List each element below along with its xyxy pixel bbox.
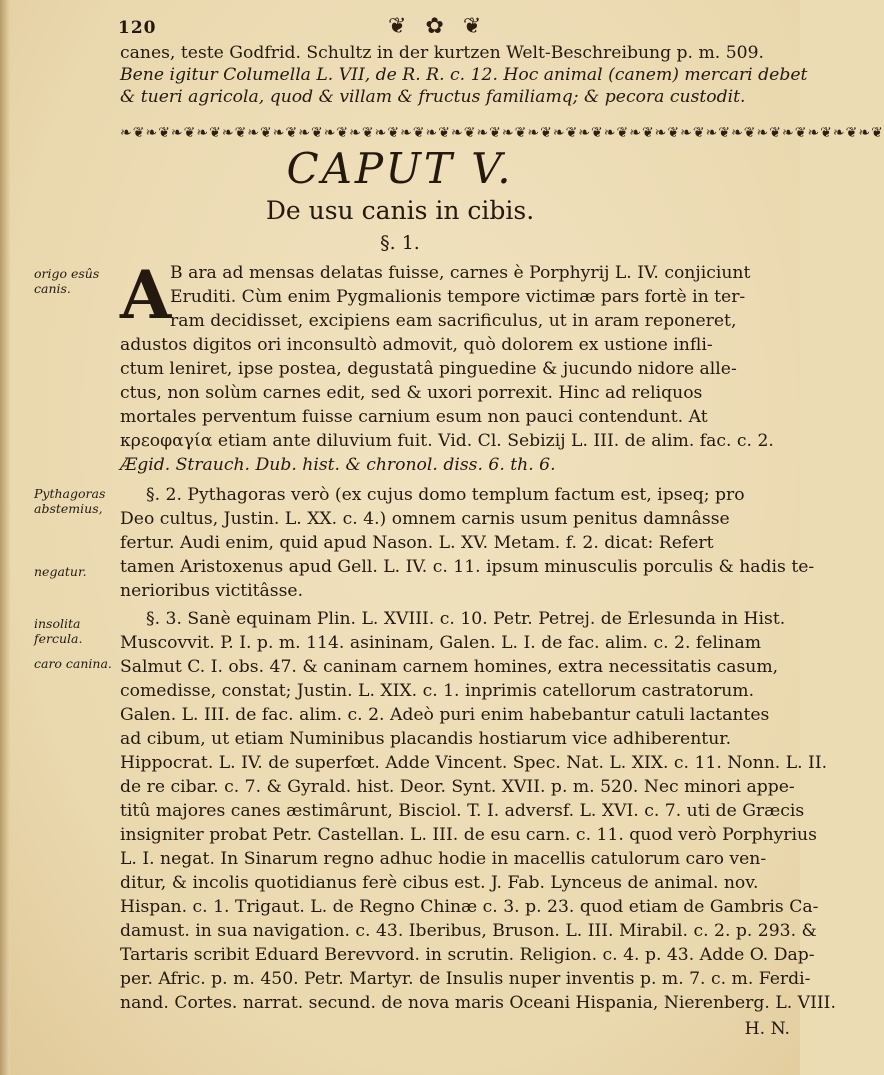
body-line: adustos digitos ori inconsultò admovit, quò dolorem ex ustione infli- bbox=[120, 335, 713, 355]
body-line: titû majores canes æstimârunt, Bisciol. T. I. adversf. L. XVI. c. 7. uti de Græcis bbox=[120, 801, 805, 821]
body-line: fertur. Audi enim, quid apud Nason. L. XV. Metam. f. 2. dicat: Refert bbox=[120, 533, 714, 553]
body-line: ctum leniret, ipse postea, degustatâ pinguedine & jucundo nidore alle- bbox=[120, 359, 737, 379]
margin-note: origo esûs canis. bbox=[34, 266, 100, 296]
body-line: L. I. negat. In Sinarum regno adhuc hodie in macellis catulorum caro ven- bbox=[120, 849, 767, 869]
chapter-title: CAPUT V. bbox=[286, 144, 514, 193]
body-line: insigniter probat Petr. Castellan. L. III. de esu carn. c. 11. quod verò Porphyrius bbox=[120, 825, 817, 845]
body-line: §. 2. Pythagoras verò (ex cujus domo templum factum est, ipseq; pro bbox=[146, 485, 745, 505]
header-ornament: ❦ ✿ ❦ bbox=[388, 14, 488, 39]
body-line: per. Afric. p. m. 450. Petr. Martyr. de Insulis nuper inventis p. m. 7. c. m. Ferdi- bbox=[120, 969, 811, 989]
drop-capital: A bbox=[120, 256, 172, 334]
body-line: Tartaris scribit Eduard Berevvord. in scrutin. Religion. c. 4. p. 43. Adde O. Dap- bbox=[120, 945, 815, 965]
margin-note: insolita fercula. bbox=[34, 616, 83, 646]
section-number: §. 1. bbox=[380, 232, 420, 254]
body-line: mortales perventum fuisse carnium esum non pauci contendunt. At bbox=[120, 407, 708, 427]
body-line: κρεοφαγία etiam ante diluvium fuit. Vid. Cl. Sebizij L. III. de alim. fac. c. 2. bbox=[120, 431, 774, 451]
body-line: comedisse, constat; Justin. L. XIX. c. 1. inprimis catellorum castratorum. bbox=[120, 681, 755, 701]
body-line: Galen. L. III. de fac. alim. c. 2. Adeò puri enim habebantur catuli lactantes bbox=[120, 705, 770, 725]
intro-line: & tueri agricola, quod & villam & fructus familiamq; & pecora custodit. bbox=[120, 87, 746, 107]
body-line: Eruditi. Cùm enim Pygmalionis tempore victimæ pars fortè in ter- bbox=[170, 287, 746, 307]
body-line: nerioribus victitâsse. bbox=[120, 581, 304, 601]
body-line: ad cibum, ut etiam Numinibus placandis hostiarum vice adhiberentur. bbox=[120, 729, 732, 749]
margin-note: caro canina. bbox=[34, 656, 112, 671]
intro-line: Bene igitur Columella L. VII, de R. R. c. 12. Hoc animal (canem) mercari debet bbox=[120, 65, 808, 85]
body-line: ditur, & incolis quotidianus ferè cibus est. J. Fab. Lynceus de animal. nov. bbox=[120, 873, 759, 893]
ornamental-separator: ❧❦❧❦❧❦❧❦❧❦❧❦❧❦❧❦❧❦❧❦❧❦❧❦❧❦❧❦❧❦❧❦❧❦❧❦❧❦❧❦❧❦❧❦❧❦❧❦❧❦❧❦❧❦❧❦❧❦❧❦ bbox=[120, 125, 884, 141]
body-line: Hispan. c. 1. Trigaut. L. de Regno Chinæ c. 3. p. 23. quod etiam de Gambris Ca- bbox=[120, 897, 819, 917]
body-line: Salmut C. I. obs. 47. & caninam carnem homines, extra necessitatis casum, bbox=[120, 657, 779, 677]
catchword: H. N. bbox=[744, 1019, 790, 1039]
margin-note: Pythagoras abstemius, bbox=[34, 486, 106, 516]
body-line: Hippocrat. L. IV. de superfœt. Adde Vincent. Spec. Nat. L. XIX. c. 11. Nonn. L. II. bbox=[120, 753, 828, 773]
intro-line: canes, teste Godfrid. Schultz in der kurtzen Welt-Beschreibung p. m. 509. bbox=[120, 43, 764, 63]
body-line: B ara ad mensas delatas fuisse, carnes è Porphyrij L. IV. conjiciunt bbox=[170, 263, 751, 283]
body-line: Ægid. Strauch. Dub. hist. & chronol. diss. 6. th. 6. bbox=[120, 455, 556, 475]
body-line: Muscovvit. P. I. p. m. 114. asininam, Galen. L. I. de fac. alim. c. 2. felinam bbox=[120, 633, 762, 653]
body-line: ctus, non solùm carnes edit, sed & uxori porrexit. Hinc ad reliquos bbox=[120, 383, 703, 403]
chapter-subtitle: De usu canis in cibis. bbox=[265, 196, 535, 225]
body-line: damust. in sua navigation. c. 43. Iberibus, Bruson. L. III. Mirabil. c. 2. p. 293. & bbox=[120, 921, 817, 941]
body-line: de re cibar. c. 7. & Gyrald. hist. Deor. Synt. XVII. p. m. 520. Nec minori appe- bbox=[120, 777, 795, 797]
body-line: ram decidisset, excipiens eam sacrificulus, ut in aram reponeret, bbox=[170, 311, 737, 331]
body-line: nand. Cortes. narrat. secund. de nova maris Oceani Hispania, Nierenberg. L. VIII. bbox=[120, 993, 836, 1013]
body-line: tamen Aristoxenus apud Gell. L. IV. c. 11. ipsum minusculis porculis & hadis te- bbox=[120, 557, 815, 577]
body-line: Deo cultus, Justin. L. XX. c. 4.) omnem carnis usum penitus damnâsse bbox=[120, 509, 730, 529]
body-line: §. 3. Sanè equinam Plin. L. XVIII. c. 10. Petr. Petrej. de Erlesunda in Hist. bbox=[146, 609, 786, 629]
page-number: 120 bbox=[118, 18, 157, 38]
margin-note: negatur. bbox=[34, 564, 87, 579]
